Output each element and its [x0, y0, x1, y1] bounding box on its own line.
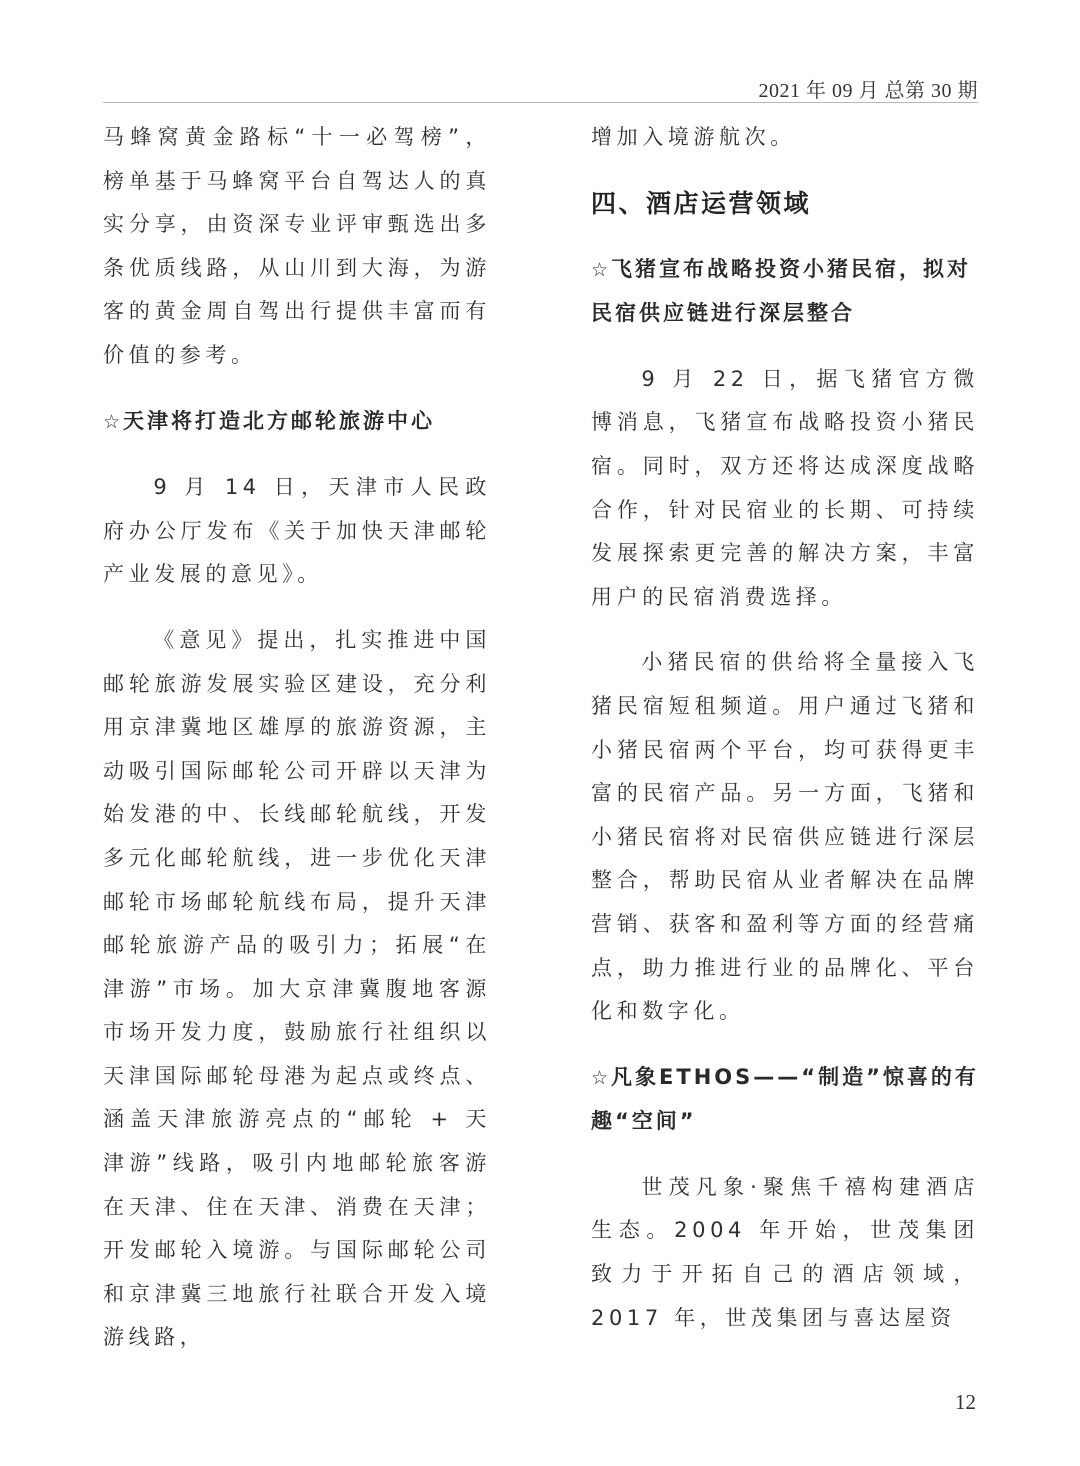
section-title-hotel: 四、酒店运营领域: [591, 188, 812, 218]
heading-ethos: [591, 1056, 979, 1144]
spacer: [103, 444, 491, 466]
page-number: 12: [955, 1390, 976, 1414]
star-icon: ☆: [591, 258, 612, 281]
spacer: [591, 234, 979, 248]
star-icon: ☆: [103, 410, 124, 433]
spacer: [591, 336, 979, 358]
spacer: [591, 1144, 979, 1166]
paragraph-continued: 增加入境游航次。: [591, 125, 796, 149]
heading-text: 天津将打造北方邮轮旅游中心: [123, 408, 436, 433]
spacer: [103, 378, 491, 400]
star-icon: ☆: [591, 1066, 612, 1089]
paragraph-route-ranking: 马蜂窝黄金路标“十一必驾榜”，榜单基于马蜂窝平台自驾达人的真实分享，由资深专业评审甄选出多条优质线路，从山川到大海，为游客的黄金周自驾出行提供丰富而有价值的参考。: [103, 125, 491, 367]
heading-fliggy: [591, 248, 979, 336]
paragraph-tianjin-notice: 9 月 14 日，天津市人民政府办公厅发布《关于加快天津邮轮产业发展的意见》。: [103, 475, 491, 587]
left-column: [103, 116, 491, 1360]
spacer: [103, 597, 491, 619]
heading-tianjin-cruise: [103, 400, 491, 445]
spacer: [591, 1034, 979, 1056]
paragraph-fliggy-investment: 9 月 22 日，据飞猪官方微博消息，飞猪宣布战略投资小猪民宿。同时，双方还将达成深度战略合作，针对民宿业的长期、可持续发展探索更完善的解决方案，丰富用户的民宿消费选择。: [591, 366, 979, 609]
right-column: [591, 116, 979, 1340]
issue-label: 2021 年 09 月 总第 30 期: [758, 80, 978, 102]
page-header: [103, 74, 978, 103]
heading-text: 凡象ETHOS——“制造”惊喜的有趣“空间”: [591, 1064, 979, 1134]
paragraph-opinion: 《意见》提出，扎实推进中国邮轮旅游发展实验区建设，充分利用京津冀地区雄厚的旅游资源，主动吸引国际邮轮公司开辟以天津为始发港的中、长线邮轮航线，开发多元化邮轮航线，进一步优化天津邮轮市场邮轮航线布局，提升天津邮轮旅游产品的吸引力；拓展“在津游”市场。加大京津冀腹地客源市场开发力度，鼓励旅行社组织以天津国际邮轮母港为起点或终点、涵盖天津旅游亮点的“邮轮 + 天津游”线路，吸引内地邮轮旅客游在天津、住在天津、消费在天津；开发邮轮入境游。与国际邮轮公司和京津冀三地旅行社联合开发入境游线路，: [103, 627, 491, 1350]
spacer: [591, 619, 979, 641]
spacer: [591, 160, 979, 174]
heading-text: 飞猪宣布战略投资小猪民宿，拟对民宿供应链进行深层整合: [591, 256, 972, 326]
paragraph-xiaozhu-supply: 小猪民宿的供给将全量接入飞猪民宿短租频道。用户通过飞猪和小猪民宿两个平台，均可获得更丰富的民宿产品。另一方面，飞猪和小猪民宿将对民宿供应链进行深层整合，帮助民宿从业者解决在品牌营销、获客和盈利等方面的经营痛点，助力推进行业的品牌化、平台化和数字化。: [591, 650, 979, 1024]
paragraph-shimao: 世茂凡象·聚焦千禧构建酒店生态。2004 年开始，世茂集团致力于开拓自己的酒店领域，2017 年，世茂集团与喜达屋资: [591, 1174, 979, 1330]
